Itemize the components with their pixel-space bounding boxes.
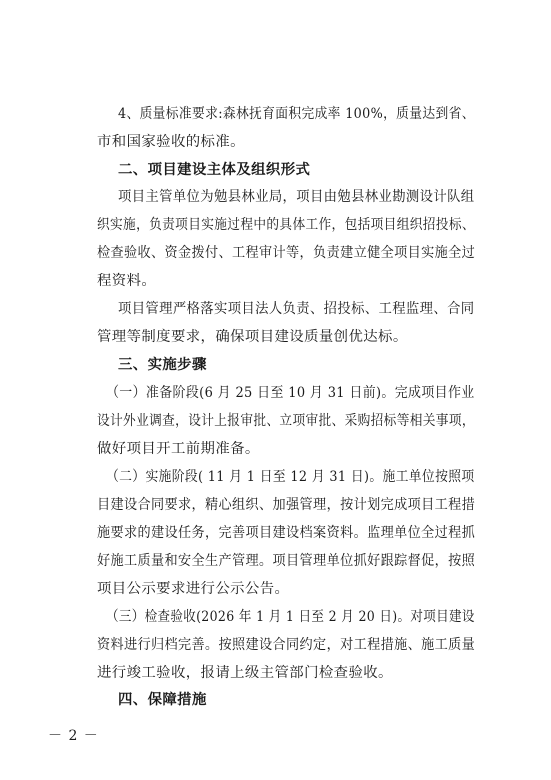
org-line-3: 检查验收、资金拨付、工程审计等，负责建立健全项目实施全过 — [97, 245, 476, 261]
org-line-1: 项目主管单位为勉县林业局，项目由勉县林业勘测设计队组 — [118, 189, 475, 205]
step2-line-1: （二）实施阶段( 11 月 1 日至 12 月 31 日)。施工单位按照项 — [106, 469, 475, 485]
org2-line-2: 管理等制度要求，确保项目建设质量创优达标。 — [97, 329, 408, 345]
org2-line-1: 项目管理严格落实项目法人负责、招投标、工程监理、合同 — [118, 301, 475, 317]
org-line-2: 织实施，负责项目实施过程中的具体工作，包括项目组织招投标、 — [97, 217, 475, 233]
step1-line-3: 做好项目开工前期准备。 — [97, 441, 260, 457]
step3-line-2: 资料进行归档完善。按照建设合同约定，对工程措施、施工质量 — [97, 637, 476, 653]
quality-line-1: 4、质量标准要求:森林抚育面积完成率 100%，质量达到省、 — [118, 106, 475, 122]
org-line-4: 程资料。 — [97, 273, 157, 289]
step2-line-2: 目建设合同要求，精心组织、加强管理，按计划完成项目工程措 — [97, 497, 476, 513]
step3-line-3: 进行竣工验收，报请上级主管部门检查验收。 — [97, 665, 393, 681]
step3-line-1: （三）检查验收(2026 年 1 月 1 日至 2 月 20 日)。对项目建设 — [106, 609, 475, 625]
step2-line-3: 施要求的建设任务，完善项目建设档案资料。监理单位全过程抓 — [97, 525, 476, 541]
section-heading-safeguards: 四、保障措施 — [118, 692, 207, 708]
page-number: － 2 － — [48, 728, 99, 744]
quality-line-2: 市和国家验收的标准。 — [97, 134, 245, 150]
section-heading-steps: 三、实施步骤 — [118, 357, 207, 373]
step1-line-1: （一）准备阶段(6 月 25 日至 10 月 31 日前)。完成项目作业 — [106, 385, 475, 401]
step1-line-2: 设计外业调查，设计上报审批、立项审批、采购招标等相关事项， — [97, 413, 475, 429]
section-heading-organization: 二、项目建设主体及组织形式 — [118, 162, 311, 178]
step2-line-5: 项目公示要求进行公示公告。 — [97, 581, 290, 597]
step2-line-4: 好施工质量和安全生产管理。项目管理单位抓好跟踪督促，按照 — [97, 553, 476, 569]
